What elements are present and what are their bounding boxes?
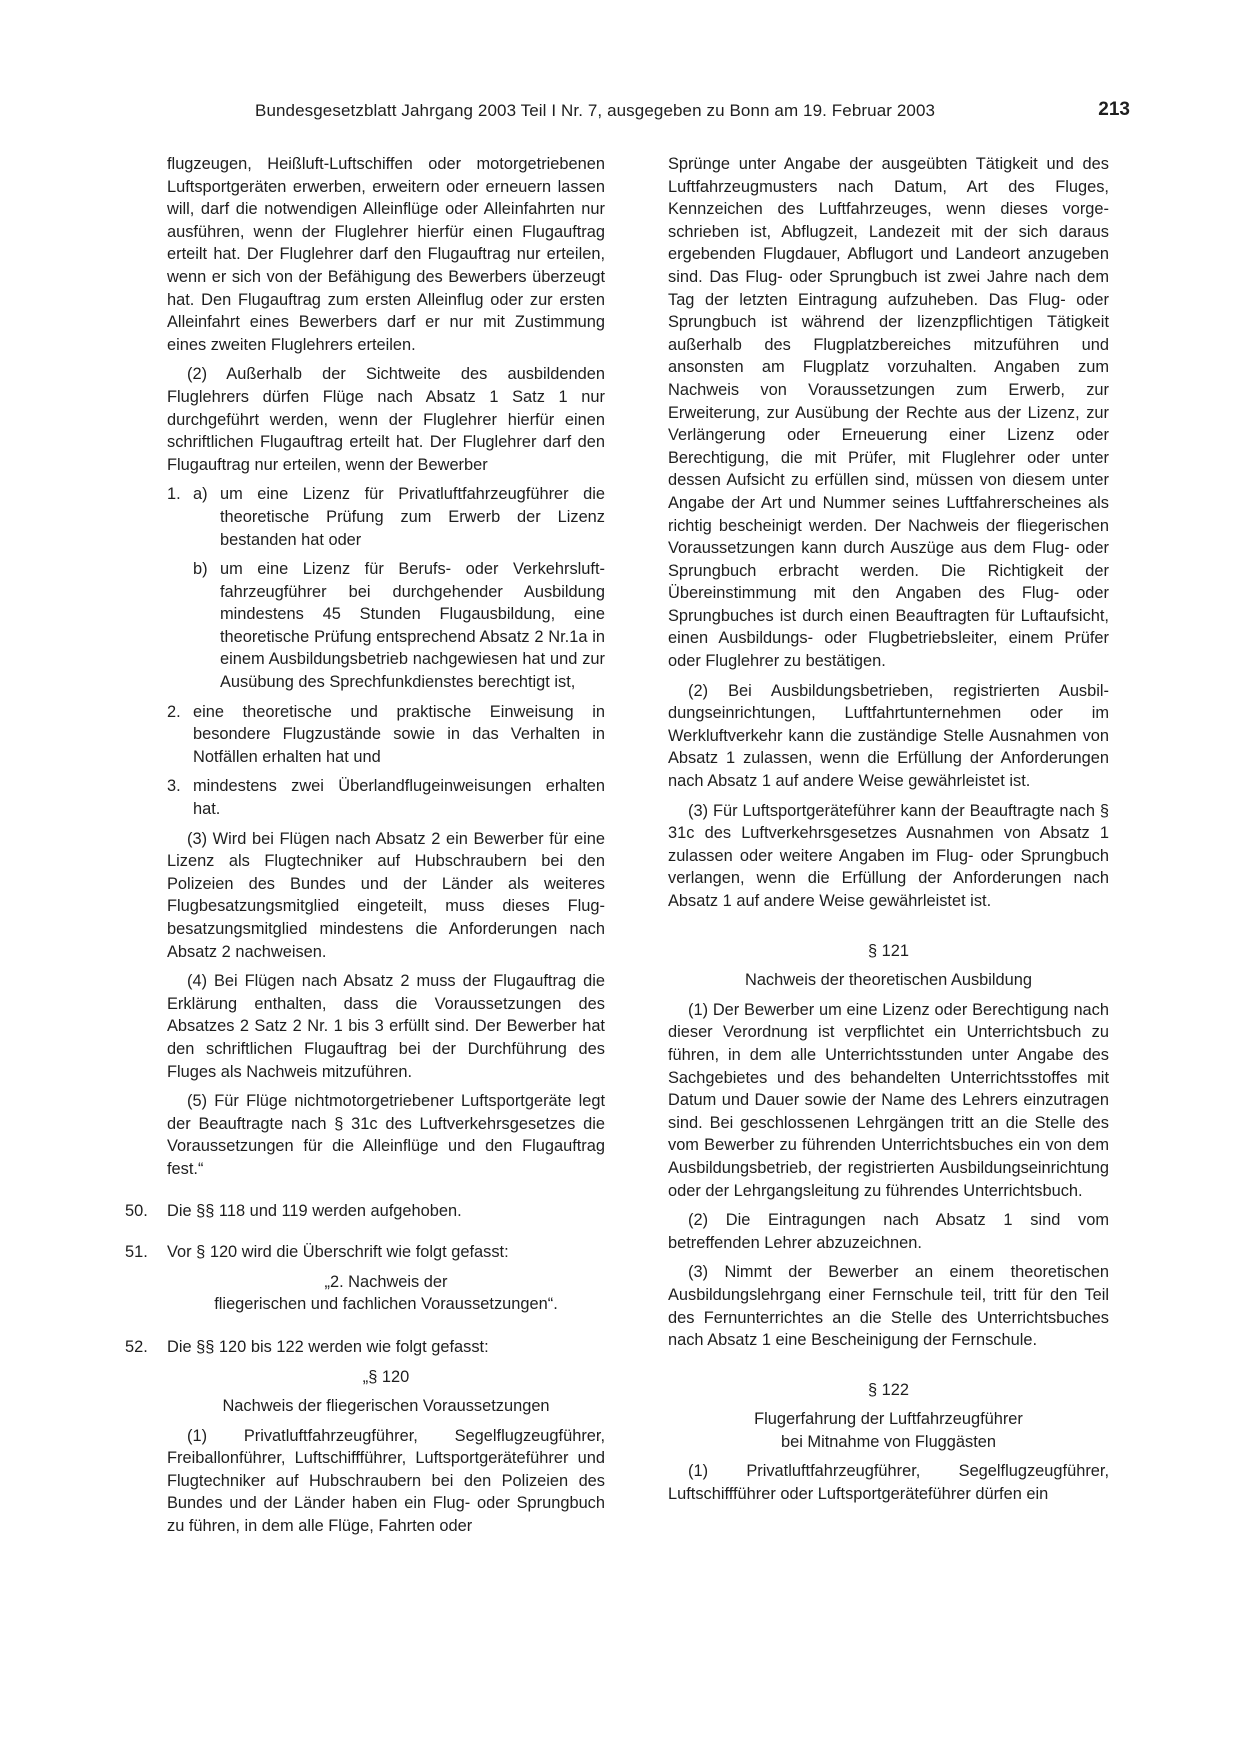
amendment-50 (125, 1200, 605, 1223)
paragraph-absatz-4: (4) Bei Flügen nach Absatz 2 muss der Flugauftrag die Erklärung enthalten, dass die Voraussetzungen des Absatzes 2 Satz 2 Nr. 1 bis 3 erfüllt sind. Der Bewerber hat den schriftlichen Flugauftrag bei der Durchführung des Fluges als Nachweis mitzuführen. (167, 972, 605, 1081)
page-header (255, 100, 1130, 126)
list-number-1: 1. (167, 485, 181, 504)
paragraph-absatz-2: (2) Außerhalb der Sichtweite des ausbildenden Fluglehrers dürfen Flüge nach Absatz 1 Satz 1 nur durchgeführt werden, wenn der Fluglehrer hierfür einen schriftlichen Flugauftrag erteilt hat. Der Fluglehrer darf den Flugauftrag nur erteilen, wenn der Bewerber (167, 365, 605, 474)
quoted-heading (167, 1271, 605, 1316)
section-121-title: § 121 (867, 941, 910, 960)
section-120-paragraph-1-continued: Sprünge unter Angabe der ausgeübten Tätigkeit und des Luftfahrzeugmusters nach Datum, Art des Fluges, Kennzeichen des Luftfahrzeuges, wenn dieses vorgeschrieben ist, Abflugzeit, Landezeit mit der sich daraus ergebenden Flugdauer, Abflugort und Landeort anzugeben sind. Das Flug- oder Sprungbuch ist zwei Jahre nach dem Tag der letzten Eintragung aufzuheben. Das Flug- oder Sprungbuch ist während der lizenzpflichtigen Tätigkeit außerhalb des Flugplatzbereiches mitzuführen und ansonsten am Flugplatz vorzuhalten. Angaben zum Nachweis von Voraussetzungen zum Erwerb, zur Erweiterung, zur Ausübung der Rechte aus der Lizenz, zur Verlängerung oder Erneuerung einer Lizenz oder Berechtigung, die mit Prüfer, mit Fluglehrer oder unter dessen Aufsicht zu erfüllen sind, müssen von diesem unter Angabe der Art und Nummer seines Luftfahrerscheines als richtig bescheinigt werden. Der Nachweis der fliegerischen Voraussetzungen kann durch Auszüge aus dem Flug- oder Sprungbuch erbracht werden. Die Richtigkeit der Übereinstimmung mit den Angaben des Flug- oder Sprungbuches ist durch einen Beauftragten für Luftaufsicht, einen Ausbildungs- oder Flugbetriebsleiter, einem Prüfer oder Fluglehrer zu bestätigen. (668, 155, 1109, 671)
list-letter-b: b) (193, 560, 208, 579)
list-number-2: 2. (167, 702, 181, 721)
amendment-number: 50. (125, 1201, 148, 1220)
quoted-heading-line-1: „2. Nachweis der (324, 1272, 448, 1291)
section-122-heading-line-1: Flugerfahrung der Luftfahrzeugführer (754, 1410, 1023, 1429)
section-121-paragraph-3: (3) Nimmt der Bewerber an einem theoretischen Ausbildungslehrgang einer Fernschule teil, tritt für den Teil des Fernunterrichtes an die Stelle des Unterrichtsbuches nach Absatz 1 eine Bescheinigung der Fernschule. (668, 1263, 1109, 1350)
running-header: Bundesgesetzblatt Jahrgang 2003 Teil I Nr. 7, ausgegeben zu Bonn am 19. Februar 2003 (255, 101, 936, 120)
amendment-text: Vor § 120 wird die Überschrift wie folgt gefasst: (167, 1243, 509, 1262)
paragraph-continuation: flugzeugen, Heißluft-Luftschiffen oder motorgetriebenen Luftsportgeräten erwerben, erweitern oder erneuern lassen will, darf die notwendigen Alleinflüge oder Alleinfahrten nur ausführen, wenn der Fluglehrer hierfür einen Flugauftrag erteilt hat. Der Fluglehrer darf den Flugauftrag nur erteilen, wenn er sich von der Befähigung des Bewerbers überzeugt hat. Den Flugauftrag zum ersten Alleinflug oder zur ersten Alleinfahrt eines Bewerbers darf er nur mit Zustimmung eines zweiten Fluglehrers erteilen. (167, 155, 605, 354)
section-122-heading (668, 1408, 1109, 1453)
list-number-3: 3. (167, 777, 181, 796)
section-121-paragraph-1: (1) Der Bewerber um eine Lizenz oder Berechtigung nach dieser Verordnung ist verpflichtet ein Unterrichtsbuch zu führen, in dem alle Unterrichtsstunden unter Angabe des Sachgebietes und des behandelten Unterrichtsstoffes mit Datum und Dauer sowie der Name des Lehrers einzutragen sind. Bei geschlossenen Lehrgängen tritt an die Stelle des vom Bewerber zu führenden Unterrichtsbuches ein von dem Ausbildungsbetrieb, der registrierten Ausbildungseinrichtung oder der Lehrgangsleitung zu führendes Unterrichtsbuch. (668, 1000, 1109, 1200)
list-item-2-text: eine theoretische und praktische Einweisung in besondere Flugzustände sowie in das Verhalten in Notfällen erhalten hat und (193, 702, 605, 766)
section-121-heading: Nachweis der theoretischen Ausbildung (744, 971, 1032, 990)
page-number: 213 (1098, 99, 1130, 120)
section-120-heading: Nachweis der fliegerischen Voraussetzungen (222, 1397, 550, 1416)
amendment-number: 51. (125, 1243, 148, 1262)
list-item-1a (167, 483, 605, 551)
section-121-paragraph-2: (2) Die Eintragungen nach Absatz 1 sind vom betreffenden Lehrer abzuzeichnen. (668, 1211, 1109, 1252)
list-item-3-text: mindestens zwei Überlandflugeinweisungen erhalten hat. (193, 777, 605, 819)
list-item-1b (167, 558, 605, 694)
list-item-1b-text: um eine Lizenz für Berufs- oder Verkehrsluftfahrzeugführer bei durchgehender Ausbildung mindestens 45 Stunden Flugausbildung, eine theoretische Prüfung entsprechend Absatz 2 Nr.1a in einem Ausbildungsbetrieb nachgewiesen hat und zur Ausübung des Sprechfunkdienstes berechtigt ist, (220, 560, 605, 692)
list-item-3 (167, 775, 605, 820)
list-letter-a: a) (193, 485, 208, 504)
section-122-title: § 122 (867, 1380, 910, 1399)
amendment-51 (125, 1241, 605, 1264)
section-122-heading-line-2: bei Mitnahme von Fluggästen (780, 1432, 997, 1451)
amendment-text: Die §§ 120 bis 122 werden wie folgt gefasst: (167, 1337, 489, 1356)
amendment-number: 52. (125, 1337, 148, 1356)
list-item-2 (167, 701, 605, 769)
quoted-heading-line-2: fliegerischen und fachlichen Voraussetzungen“. (214, 1295, 558, 1314)
amendment-text: Die §§ 118 und 119 werden aufgehoben. (167, 1201, 462, 1220)
section-120-paragraph-1: (1) Privatluftfahrzeugführer, Segelflugzeugführer, Freiballonführer, Luftschiffführer, Luftsportgeräteführer und Flugtechniker auf Hubschraubern bei den Polizeien des Bundes und der Länder haben ein Flug- oder Sprungbuch zu führen, in dem alle Flüge, Fahrten oder (167, 1426, 605, 1536)
section-120-title: „§ 120 (362, 1367, 410, 1386)
paragraph-absatz-3: (3) Wird bei Flügen nach Absatz 2 ein Bewerber für eine Lizenz als Flugtechniker auf Hubschraubern bei den Polizeien des Bundes und der Länder als weiteres Flugbesatzungsmitglied eingeteilt, muss dieses Flugbesatzungsmitglied mindestens die Anforderungen nach Absatz 2 nachweisen. (167, 829, 605, 961)
section-120-paragraph-3: (3) Für Luftsportgeräteführer kann der Beauftragte nach § 31c des Luftverkehrsgesetzes Ausnahmen von Absatz 1 zulassen oder weitere Angaben im Flug- oder Sprungbuch verlangen, wenn die Erfüllung der Anforderungen nach Absatz 1 auf andere Weise gewährleistet ist. (668, 801, 1109, 910)
right-column (668, 153, 1109, 1513)
section-120-paragraph-2: (2) Bei Ausbildungsbetrieben, registrierten Ausbildungseinrichtungen, Luftfahrtunternehmen oder im Werkluftverkehr kann die zuständige Stelle Ausnahmen von Absatz 1 zulassen, wenn die Erfüllung der Anforderungen nach Absatz 1 auf andere Weise gewährleistet ist. (668, 681, 1109, 791)
section-122-paragraph-1: (1) Privatluftfahrzeugführer, Segelflugzeugführer, Luftschiffführer oder Luftsportgeräteführer dürfen ein (668, 1462, 1109, 1504)
paragraph-absatz-5: (5) Für Flüge nichtmotorgetriebener Luftsportgeräte legt der Beauftragte nach § 31c des Luftverkehrsgesetzes die Voraussetzungen für die Alleinflüge und den Flugauftrag fest.“ (167, 1092, 605, 1178)
amendment-52 (125, 1336, 605, 1359)
left-column (125, 153, 605, 1545)
list-item-1a-text: um eine Lizenz für Privatluftfahrzeugführer die theoretische Prüfung zum Erwerb der Lizenz bestanden hat oder (220, 485, 605, 549)
